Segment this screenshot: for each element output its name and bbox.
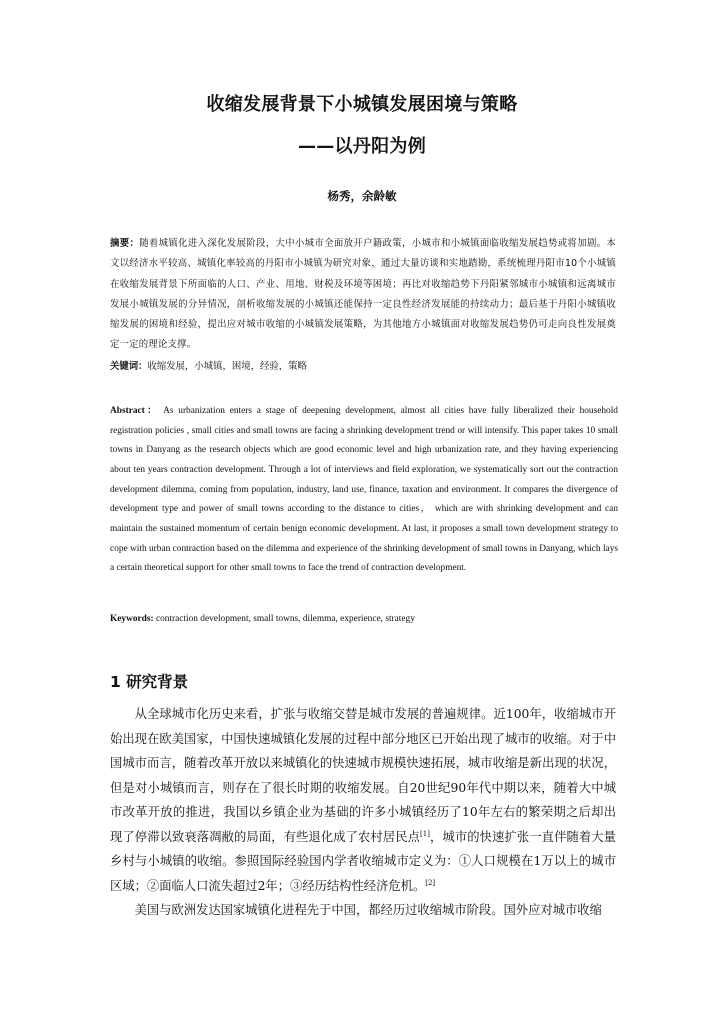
abstract-english xyxy=(110,402,618,579)
citation-ref[interactable]: [2] xyxy=(425,878,436,887)
citation-ref[interactable]: [1] xyxy=(420,829,430,838)
abstract-english-text: As urbanization enters a stage of deepening development, almost all cities have fully liberalized their household registration policies , small cities and small towns are facing a shrinking development trend or will intensify. This paper takes 10 small towns in Danyang as the research objects which are good economic level and high urbanization rate, and they having experiencing about ten years contraction development. Through a lot of interviews and field exploration, we systematically sort out the contraction development dilemma, coming from population, industry, land use, finance, taxation and environment. It compares the divergence of development type and power of small towns according to the distance to cities， which are with shrinking development and can maintain the sustained momentum of certain benign economic development. At last, it proposes a small town development strategy to cope with urban contraction based on the dilemma and experience of the shrinking development of small towns in Danyang, which lays a certain theoretical support for other small towns to face the trend of contraction development. xyxy=(110,406,618,574)
keywords-english xyxy=(110,609,618,629)
body-paragraph xyxy=(110,702,616,898)
section-body xyxy=(110,702,616,923)
paper-authors: 杨秀，余龄敏 xyxy=(327,189,397,203)
keywords-chinese-text: 收缩发展，小城镇，困境，经验，策略 xyxy=(147,361,307,372)
body-paragraph-text: 从全球城市化历史来看，扩张与收缩交替是城市发展的普遍规律。近100年，收缩城市开始出现在欧美国家，中国快速城镇化发展的过程中部分地区已开始出现了城市的收缩。对于中国城市而言，随着改革开放以来城镇化的快速城市规模快速拓展，城市收缩是新出现的状况，但是对小城镇而言，则存在了很长时期的收缩发展。自20世纪90年代中期以来，随着大中城市改革开放的推进，我国以乡镇企业为基础的许多小城镇经历了10年左右的繁荣期之后却出现了停滞以致衰落凋敝的局面，有些退化成了农村居民点 xyxy=(110,707,616,844)
body-paragraph: 美国与欧洲发达国家城镇化进程先于中国，都经历过收缩城市阶段。国外应对城市收缩 xyxy=(134,903,602,917)
keywords-chinese xyxy=(110,357,616,377)
keywords-english-label: Keywords: xyxy=(110,614,154,624)
body-paragraph-text: ，城市的快速扩张一直伴随着大量乡村与小城镇的收缩。参照国际经验国内学者收缩城市定义为：①人口规模在1万以上的城市区域；②面临人口流失超过2年；③经历结构性经济危机。 xyxy=(110,829,616,893)
section-heading: 1 研究背景 xyxy=(110,673,189,691)
keywords-english-text: contraction development, small towns, dilemma, experience, strategy xyxy=(153,614,415,624)
abstract-chinese-text: 随着城镇化进入深化发展阶段，大中小城市全面放开户籍政策，小城市和小城镇面临收缩发展趋势或将加剧。本文以经济水平较高、城镇化率较高的丹阳市小城镇为研究对象，通过大量访谈和实地踏勘，系统梳理丹阳市10个小城镇在收缩发展背景下所面临的人口、产业、用地、财税及环境等困境；再比对收缩趋势下丹阳紧邻城市小城镇和远离城市发展小城镇发展的分异情况，剖析收缩发展的小城镇还能保持一定良性经济发展能的持续动力；最后基于丹阳小城镇收缩发展的困境和经验，提出应对城市收缩的小城镇发展策略，为其他地方小城镇面对收缩发展趋势仍可走向良性发展奠定一定的理论支撑。 xyxy=(110,238,616,351)
abstract-english-label: Abstract： xyxy=(110,406,159,416)
paper-title: 收缩发展背景下小城镇发展困境与策略 xyxy=(206,94,518,115)
paper-subtitle: ——以丹阳为例 xyxy=(297,136,427,157)
abstract-chinese xyxy=(110,234,616,356)
abstract-chinese-label: 摘要： xyxy=(110,238,140,249)
keywords-chinese-label: 关键词： xyxy=(110,361,148,372)
